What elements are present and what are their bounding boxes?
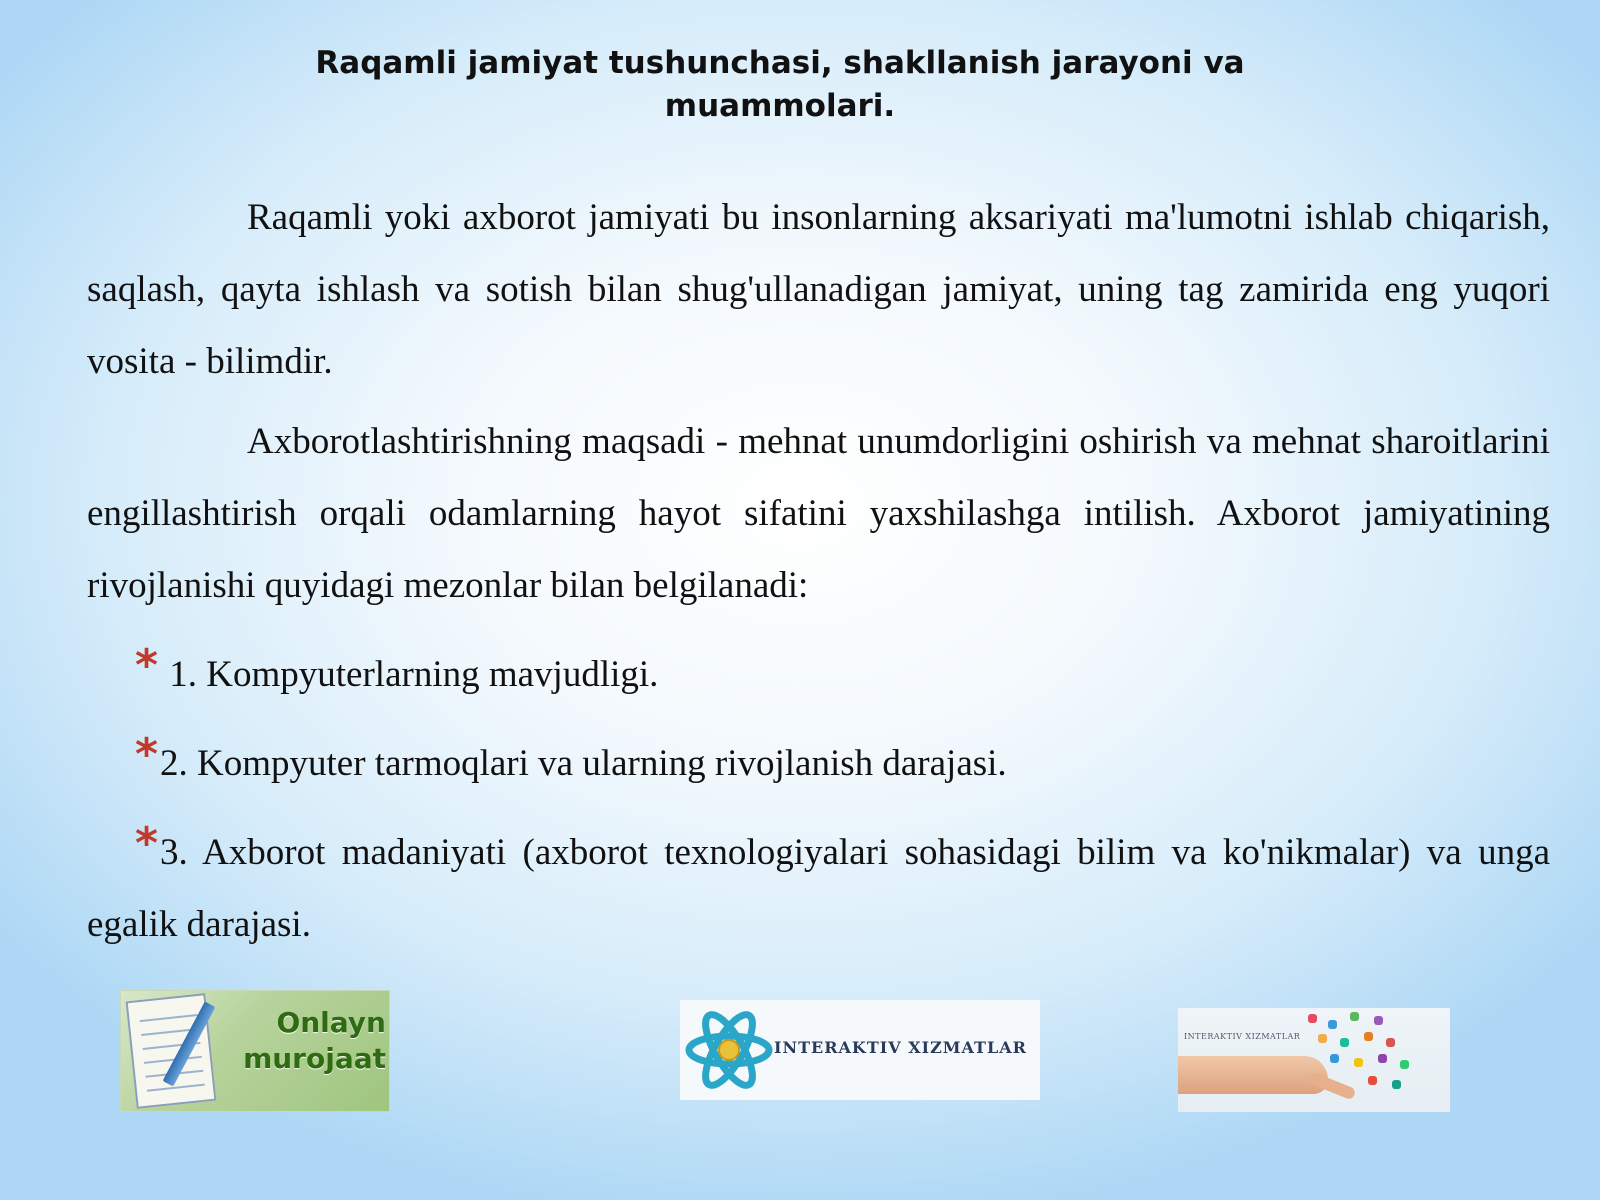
asterisk-bullet-icon: * (135, 818, 159, 869)
app-icon (1328, 1020, 1337, 1029)
asterisk-bullet-icon: * (135, 729, 159, 780)
interaktiv-xizmatlar-logo[interactable] (680, 1000, 1040, 1100)
interaktiv-hand-banner[interactable] (1178, 1008, 1450, 1112)
app-icon (1378, 1054, 1387, 1063)
criteria-text: 3. Axborot madaniyati (axborot texnologiyalari sohasidagi bilim va ko'nikmalar) va unga egalik darajasi. (87, 832, 1550, 945)
app-icon (1386, 1038, 1395, 1047)
onlayn-murojaat-logo[interactable] (120, 990, 390, 1112)
interaktiv-xizmatlar-label: INTERAKTIV XIZMATLAR (774, 1038, 1027, 1057)
atom-icon (684, 1004, 774, 1096)
criteria-text: 2. Kompyuter tarmoqlari va ularning rivojlanish darajasi. (160, 743, 1007, 784)
paragraph-goal: Axborotlashtirishning maqsadi - mehnat unumdorligini oshirish va mehnat sharoitlarini engillashtirish orqali odamlarning hayot sifatini yaxshilashga intilish. Axborot jamiyatining rivojlanishi quyidagi mezonlar bilan belgilanadi: (87, 421, 1550, 606)
app-icon (1374, 1016, 1383, 1025)
app-icon (1392, 1080, 1401, 1089)
criteria-item (87, 630, 1550, 711)
criteria-item (87, 719, 1550, 800)
app-icon (1340, 1038, 1349, 1047)
paragraph-definition: Raqamli yoki axborot jamiyati bu insonlarning aksariyati ma'lumotni ishlab chiqarish, saqlash, qayta ishlash va sotish bilan shug'ullanadigan jamiyat, uning tag zamirida eng yuqori vosita - bilimdir. (87, 197, 1550, 382)
app-icon (1400, 1060, 1409, 1069)
hand-icon (1178, 1056, 1328, 1094)
app-icon (1330, 1054, 1339, 1063)
app-icon (1364, 1032, 1373, 1041)
hand-banner-label: INTERAKTIV XIZMATLAR (1184, 1032, 1301, 1041)
app-icon (1354, 1058, 1363, 1067)
asterisk-bullet-icon: * (135, 640, 159, 691)
app-icon (1318, 1034, 1327, 1043)
criteria-text: 1. Kompyuterlarning mavjudligi. (160, 654, 659, 695)
onlayn-murojaat-label: Onlayn murojaat (243, 1006, 386, 1075)
slide-title: Raqamli jamiyat tushunchasi, shakllanish jarayoni va muammolari. (315, 45, 1245, 124)
app-icon (1308, 1014, 1317, 1023)
criteria-item (87, 808, 1550, 961)
body-text (87, 182, 1550, 969)
app-icon (1350, 1012, 1359, 1021)
app-icon (1368, 1076, 1377, 1085)
